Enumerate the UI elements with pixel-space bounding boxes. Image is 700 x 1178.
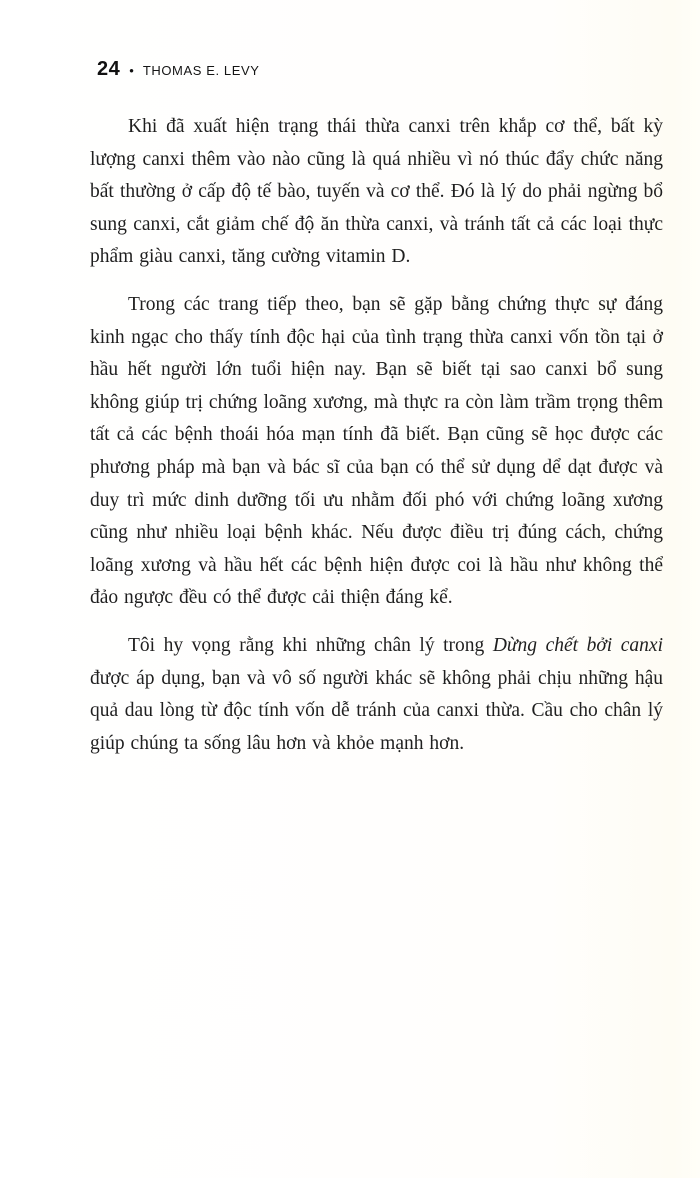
paragraph-segment: Tôi hy vọng rằng khi những chân lý trong <box>128 634 493 656</box>
bullet-separator-icon: • <box>129 63 134 78</box>
running-header-author: THOMAS E. LEVY <box>142 63 260 78</box>
paragraph-segment: được áp dụng, bạn và vô số người khác sẽ không phải chịu những hậu quả dau lòng từ độc tính vốn dễ tránh của canxi thừa. Cầu cho chân lý giúp chúng ta sống lâu hơn và khỏe mạnh hơn. <box>90 667 663 754</box>
running-header <box>97 58 260 81</box>
paragraph: Khi đã xuất hiện trạng thái thừa canxi trên khắp cơ thể, bất kỳ lượng canxi thêm vào nào cũng là quá nhiều vì nó thúc đẩy chức năng bất thường ở cấp độ tế bào, tuyến và cơ thể. Đó là lý do phải ngừng bổ sung canxi, cắt giảm chế độ ăn thừa canxi, và tránh tất cả các loại thực phẩm giàu canxi, tăng cường vitamin D. <box>90 116 663 268</box>
paragraph: Trong các trang tiếp theo, bạn sẽ gặp bằng chứng thực sự đáng kinh ngạc cho thấy tính độc hại của tình trạng thừa canxi vốn tồn tại ở hầu hết người lớn tuổi hiện nay. Bạn sẽ biết tại sao canxi bổ sung không giúp trị chứng loãng xương, mà thực ra còn làm trầm trọng thêm tất cả các bệnh thoái hóa mạn tính đã biết. Bạn cũng sẽ học được các phương pháp mà bạn và bác sĩ của bạn có thể sử dụng dể dạt được và duy trì mức dinh dưỡng tối ưu nhằm đối phó với chứng loãng xương cũng như nhiều loại bệnh khác. Nếu được điều trị đúng cách, chứng loãng xương và hầu hết các bệnh hiện được coi là hầu như không thể đảo ngược đều có thể được cải thiện đáng kể. <box>90 293 663 609</box>
page-number: 24 <box>97 58 121 80</box>
paragraph <box>90 630 663 760</box>
book-title-italic: Dừng chết bởi canxi <box>492 634 664 656</box>
page-body <box>90 111 663 760</box>
